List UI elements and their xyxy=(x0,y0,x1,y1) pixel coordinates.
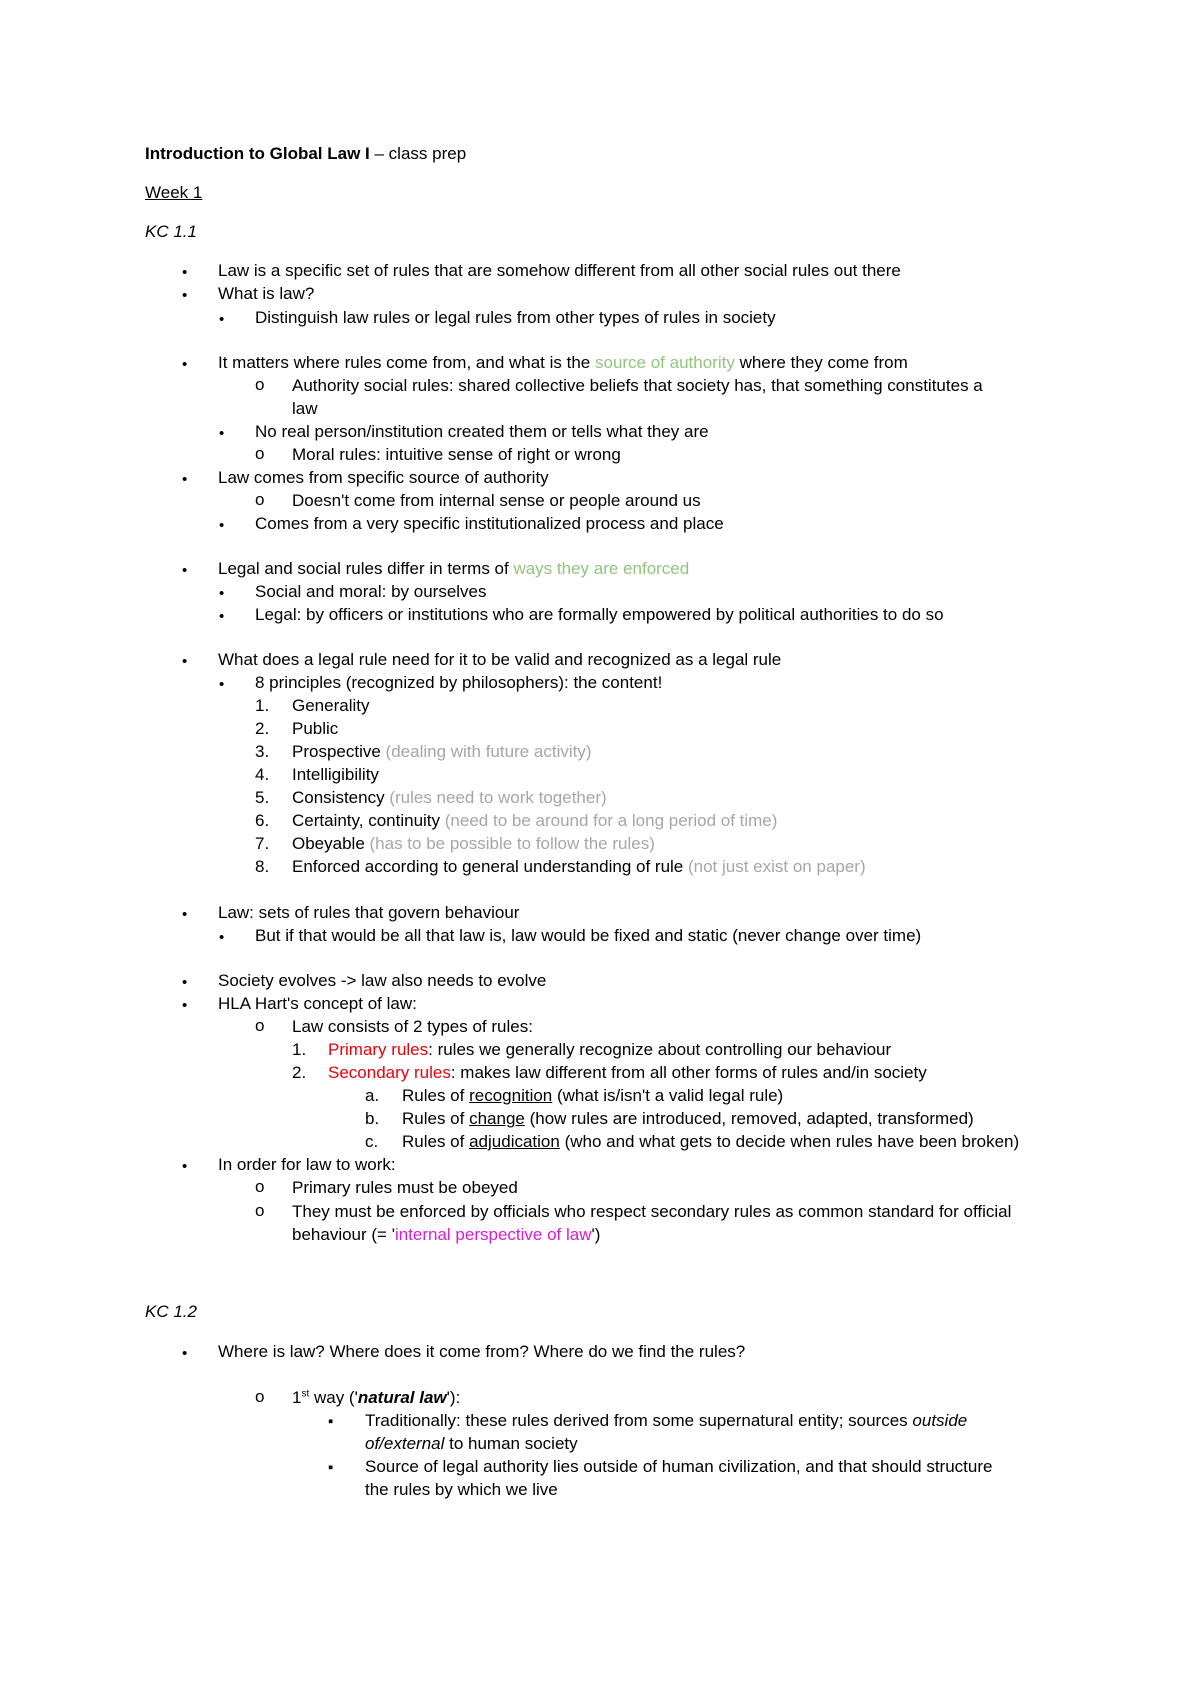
bullet-icon xyxy=(219,423,224,443)
circle-bullet-icon xyxy=(255,490,264,510)
list-item: Social and moral: by ourselves xyxy=(255,582,487,601)
principle-item xyxy=(292,810,777,832)
principle-item xyxy=(292,695,369,717)
week-heading: Week 1 xyxy=(145,183,203,202)
principle-note: (need to be around for a long period of time) xyxy=(444,811,778,830)
circle-bullet-icon xyxy=(255,1387,264,1407)
list-item: Primary rules must be obeyed xyxy=(292,1178,518,1197)
list-item: But if that would be all that law is, law would be fixed and static (never change over time) xyxy=(255,926,922,945)
bullet-icon xyxy=(219,583,224,603)
list-item: It matters where rules come from, and what is the source of authority where they come from xyxy=(218,353,908,372)
highlight-text: ways they are enforced xyxy=(513,559,690,578)
circle-bullet-icon xyxy=(255,1201,264,1221)
list-item: Doesn't come from internal sense or people around us xyxy=(292,491,701,510)
list-item: 1st way ('natural law'): xyxy=(292,1388,461,1407)
bullet-icon xyxy=(182,651,187,671)
circle-bullet-icon xyxy=(255,1177,264,1197)
principle-item xyxy=(292,856,866,878)
list-item: Where is law? Where does it come from? Where do we find the rules? xyxy=(218,1342,746,1361)
list-item: Source of legal authority lies outside of human civilization, and that should structure xyxy=(365,1457,993,1476)
list-item: Rules of adjudication (who and what gets to decide when rules have been broken) xyxy=(402,1132,1020,1151)
list-item: Comes from a very specific institutionalized process and place xyxy=(255,514,724,533)
list-item: Society evolves -> law also needs to evolve xyxy=(218,971,547,990)
highlight-text: internal perspective of law xyxy=(394,1225,592,1244)
bullet-icon xyxy=(182,354,187,374)
bullet-icon xyxy=(182,1343,187,1363)
list-item: Law is a specific set of rules that are somehow different from all other social rules out there xyxy=(218,261,901,280)
principle-text: Generality xyxy=(292,696,370,715)
principle-note: (dealing with future activity) xyxy=(385,742,592,761)
list-item: Law consists of 2 types of rules: xyxy=(292,1017,533,1036)
list-letter: b. xyxy=(365,1109,380,1128)
list-letter: a. xyxy=(365,1086,380,1105)
list-item-continuation: the rules by which we live xyxy=(365,1480,558,1499)
bullet-icon xyxy=(219,309,224,329)
bullet-icon xyxy=(219,674,224,694)
list-item: They must be enforced by officials who respect secondary rules as common standard for official xyxy=(292,1202,1012,1221)
bullet-icon xyxy=(182,904,187,924)
list-number: 2. xyxy=(255,719,270,738)
bullet-icon xyxy=(219,606,224,626)
list-item: Traditionally: these rules derived from some supernatural entity; sources outside xyxy=(365,1411,968,1430)
list-number: 6. xyxy=(255,811,270,830)
principle-item xyxy=(292,764,379,786)
list-item: Rules of recognition (what is/isn't a valid legal rule) xyxy=(402,1086,784,1105)
list-item: HLA Hart's concept of law: xyxy=(218,994,417,1013)
list-item: Law: sets of rules that govern behaviour xyxy=(218,903,520,922)
list-item: No real person/institution created them or tells what they are xyxy=(255,422,709,441)
square-bullet-icon xyxy=(328,1457,333,1477)
list-item: In order for law to work: xyxy=(218,1155,396,1174)
list-item: Law comes from specific source of authority xyxy=(218,468,549,487)
principle-item xyxy=(292,718,338,740)
bullet-icon xyxy=(182,995,187,1015)
bullet-icon xyxy=(219,515,224,535)
principle-text: Public xyxy=(292,719,339,738)
principle-text: Obeyable xyxy=(292,834,370,853)
principle-note: (not just exist on paper) xyxy=(687,857,866,876)
principle-text: Certainty, continuity xyxy=(292,811,445,830)
bullet-icon xyxy=(219,927,224,947)
bullet-icon xyxy=(182,972,187,992)
list-item: 8 principles (recognized by philosophers): the content! xyxy=(255,673,663,692)
list-item: Rules of change (how rules are introduced, removed, adapted, transformed) xyxy=(402,1109,974,1128)
principle-item xyxy=(292,787,607,809)
section-heading-kc-1-1: KC 1.1 xyxy=(145,222,197,241)
list-item: What is law? xyxy=(218,284,315,303)
list-item: Legal: by officers or institutions who are formally empowered by political authorities to do so xyxy=(255,605,944,624)
list-number: 8. xyxy=(255,857,270,876)
bullet-icon xyxy=(182,285,187,305)
square-bullet-icon xyxy=(328,1411,333,1431)
bullet-icon xyxy=(182,560,187,580)
bullet-icon xyxy=(182,469,187,489)
secondary-rules-label: Secondary rules xyxy=(328,1063,451,1082)
list-item: Legal and social rules differ in terms of ways they are enforced xyxy=(218,559,690,578)
list-item-continuation: of/external to human society xyxy=(365,1434,578,1453)
list-item: Primary rules: rules we generally recognize about controlling our behaviour xyxy=(328,1040,892,1059)
list-item: Distinguish law rules or legal rules from other types of rules in society xyxy=(255,308,776,327)
highlight-text: source of authority xyxy=(594,353,735,372)
circle-bullet-icon xyxy=(255,375,264,395)
list-number: 1. xyxy=(292,1040,307,1059)
circle-bullet-icon xyxy=(255,1016,264,1036)
list-item: Authority social rules: shared collective beliefs that society has, that something constitutes a xyxy=(292,376,983,395)
list-item-continuation: law xyxy=(292,399,318,418)
principle-item xyxy=(292,741,592,763)
document-title: Introduction to Global Law I – class prep xyxy=(145,144,467,163)
list-number: 7. xyxy=(255,834,270,853)
section-heading-kc-1-2: KC 1.2 xyxy=(145,1302,197,1321)
circle-bullet-icon xyxy=(255,444,264,464)
list-number: 1. xyxy=(255,696,270,715)
list-number: 4. xyxy=(255,765,270,784)
principle-text: Enforced according to general understanding of rule xyxy=(292,857,688,876)
list-letter: c. xyxy=(365,1132,379,1151)
principle-item xyxy=(292,833,655,855)
principle-note: (rules need to work together) xyxy=(389,788,607,807)
principle-note: (has to be possible to follow the rules) xyxy=(369,834,655,853)
list-item-continuation: behaviour (= 'internal perspective of law') xyxy=(292,1225,601,1244)
principle-text: Consistency xyxy=(292,788,390,807)
list-number: 2. xyxy=(292,1063,307,1082)
list-item: Moral rules: intuitive sense of right or wrong xyxy=(292,445,621,464)
primary-rules-label: Primary rules xyxy=(328,1040,429,1059)
list-number: 3. xyxy=(255,742,270,761)
principle-text: Intelligibility xyxy=(292,765,379,784)
principle-text: Prospective xyxy=(292,742,386,761)
list-item: Secondary rules: makes law different from all other forms of rules and/in society xyxy=(328,1063,927,1082)
bullet-icon xyxy=(182,262,187,282)
list-number: 5. xyxy=(255,788,270,807)
list-item: What does a legal rule need for it to be valid and recognized as a legal rule xyxy=(218,650,782,669)
bullet-icon xyxy=(182,1156,187,1176)
